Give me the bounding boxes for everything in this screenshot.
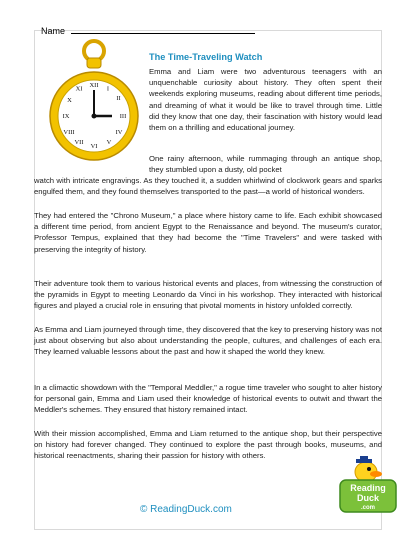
story-title: The Time-Traveling Watch xyxy=(149,52,263,62)
reading-duck-logo-icon xyxy=(338,456,398,514)
name-blank-line xyxy=(71,25,255,34)
paragraph-5: As Emma and Liam journeyed through time, they discovered that the key to preserving history was not just about observing but also about understanding the people, cultures, and challenges of each era. They learned valuable lessons about the past and how it shaped the world they knew. xyxy=(34,325,382,357)
name-label: Name xyxy=(41,26,66,36)
paragraph-3: They had entered the "Chrono Museum," a place where history came to life. Each exhibit showcased a different time period, from ancient Egypt to the Renaissance and beyond. The museum's curator, Professor Tempus, explained that they had become the "Time Travelers" and were tasked with preserving the integrity of history. xyxy=(34,211,382,254)
svg-text:VIII: VIII xyxy=(63,129,75,136)
svg-text:X: X xyxy=(67,97,72,104)
paragraph-2-start: One rainy afternoon, while rummaging through an antique shop, they stumbled upon a dusty, old pocket xyxy=(149,154,382,175)
svg-text:XI: XI xyxy=(75,85,83,93)
footer-link[interactable]: © ReadingDuck.com xyxy=(140,504,232,515)
svg-text:V: V xyxy=(106,139,112,146)
svg-text:VI: VI xyxy=(90,143,98,150)
logo-line-1: Reading xyxy=(350,483,386,493)
svg-text:IX: IX xyxy=(62,113,70,120)
name-field xyxy=(41,25,255,36)
svg-text:I: I xyxy=(106,85,110,93)
paragraph-1: Emma and Liam were two adventurous teenagers with an unquenchable curiosity about history. They often spent their weekends exploring museums, reading about different time periods, and dreaming of what it would be like to travel through time. Little did they know that one day, their fascination with history would lead them on a thrilling and educational journey. xyxy=(149,67,382,133)
logo-line-3: .com xyxy=(360,505,376,511)
logo-line-2: Duck xyxy=(356,493,380,503)
paragraph-4: Their adventure took them to various historical events and places, from witnessing the construction of the pyramids in Egypt to meeting Leonardo da Vinci in his workshop. They interacted with historical figures and played a crucial role in ensuring that pivotal moments in history unfolded correctly. xyxy=(34,279,382,311)
pocket-watch-icon xyxy=(48,38,140,166)
paragraph-7: With their mission accomplished, Emma and Liam returned to the antique shop, but their perspective on history had forever changed. They continued to explore the past through books, museums, and historical reenactments, sharing their passion for history with others. xyxy=(34,429,382,461)
svg-text:III: III xyxy=(119,113,127,120)
svg-text:XII: XII xyxy=(89,82,99,89)
paragraph-6: In a climactic showdown with the "Temporal Meddler," a rogue time traveler who sought to alter history for personal gain, Emma and Liam used their knowledge of historical events to outwit and thwart the Meddler's schemes. They ensured that history remained intact. xyxy=(34,383,382,415)
svg-text:II: II xyxy=(116,95,121,102)
svg-text:VII: VII xyxy=(74,139,84,146)
svg-text:IV: IV xyxy=(115,129,123,136)
paragraph-2-rest: watch with intricate engravings. As they touched it, a sudden whirlwind of clockwork gears and sparks engulfed them, and they found themselves transported to the past—a world of historical wonders. xyxy=(34,176,382,197)
